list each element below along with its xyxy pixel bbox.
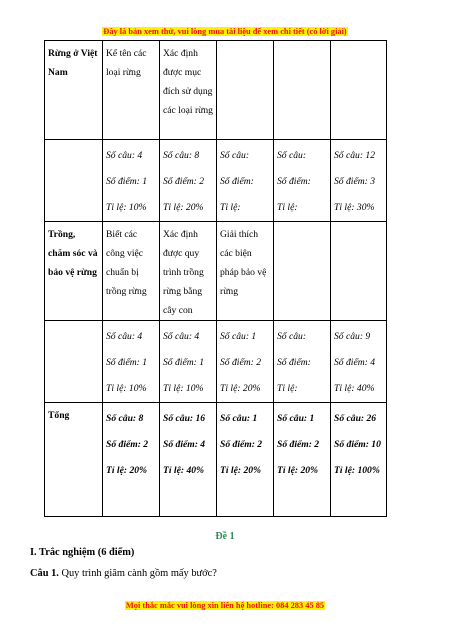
empty-cell <box>45 321 103 403</box>
question-label: Câu 1. <box>30 568 59 579</box>
stats-cell <box>331 403 387 517</box>
question-count: Số câu: 1 <box>220 331 257 342</box>
stats-cell <box>217 321 274 403</box>
score: Số điểm: <box>220 176 254 187</box>
question-count: Số câu: 9 <box>334 331 371 342</box>
question-count: Số câu: 1 <box>277 413 315 424</box>
score: Số điểm: 1 <box>106 176 148 187</box>
score: Số điểm: 4 <box>334 357 376 368</box>
topic-cell: Trồng, chăm sóc và bảo vệ rừng <box>45 222 103 321</box>
question-count: Số câu: 8 <box>106 413 144 424</box>
application-cell <box>217 41 274 140</box>
stats-cell <box>331 321 387 403</box>
total-label: Tổng <box>45 403 103 517</box>
question-count: Số câu: 4 <box>106 331 143 342</box>
stats-cell <box>160 321 217 403</box>
ratio: Tỉ lệ: 100% <box>334 465 380 476</box>
exam-title: Đề 1 <box>215 531 235 542</box>
ratio: Tỉ lệ: 20% <box>220 465 262 476</box>
empty-cell <box>45 140 103 222</box>
question-count: Số câu: <box>277 331 307 342</box>
ratio: Tỉ lệ: 20% <box>220 383 261 394</box>
question-count: Số câu: <box>220 150 250 161</box>
preview-banner <box>0 27 450 36</box>
hotline-banner-text: Mọi thắc mắc vui lòng xin liên hệ hotline: 084 283 45 85 <box>125 601 325 610</box>
score: Số điểm: 3 <box>334 176 376 187</box>
question-1 <box>30 568 217 579</box>
knowledge-cell: Biết các công việc chuẩn bị trồng rừng <box>103 222 160 321</box>
knowledge-cell: Kể tên các loại rừng <box>103 41 160 140</box>
table-row-total <box>45 403 387 517</box>
score: Số điểm: 1 <box>106 357 148 368</box>
table-row-topic-1 <box>45 41 387 140</box>
question-count: Số câu: 26 <box>334 413 377 424</box>
ratio: Tỉ lệ: 30% <box>334 202 375 213</box>
stats-cell <box>274 140 331 222</box>
stats-cell <box>160 140 217 222</box>
ratio: Tỉ lệ: 20% <box>163 202 204 213</box>
score: Số điểm: <box>277 357 311 368</box>
question-count: Số câu: <box>277 150 307 161</box>
stats-cell <box>274 403 331 517</box>
row-total-cell <box>331 41 387 140</box>
score: Số điểm: 2 <box>106 439 149 450</box>
ratio: Tỉ lệ: 40% <box>163 465 205 476</box>
stats-cell <box>103 403 160 517</box>
ratio: Tỉ lệ: <box>277 202 298 213</box>
stats-cell <box>160 403 217 517</box>
application-cell: Giải thích các biện pháp bảo vệ rừng <box>217 222 274 321</box>
table-row-topic-2 <box>45 222 387 321</box>
question-count: Số câu: 4 <box>163 331 200 342</box>
high-application-cell <box>274 222 331 321</box>
score: Số điểm: 10 <box>334 439 381 450</box>
question-count: Số câu: 1 <box>220 413 258 424</box>
ratio: Tỉ lệ: 10% <box>106 383 147 394</box>
stats-cell <box>103 321 160 403</box>
ratio: Tỉ lệ: <box>220 202 241 213</box>
comprehension-cell: Xác định được quy trình trồng rừng bằng cây con <box>160 222 217 321</box>
stats-cell <box>217 403 274 517</box>
comprehension-cell: Xác định được mục đích sử dụng các loại rừng <box>160 41 217 140</box>
score: Số điểm: <box>277 176 311 187</box>
score: Số điểm: 2 <box>163 176 205 187</box>
table-row-stats-2 <box>45 321 387 403</box>
stats-cell <box>331 140 387 222</box>
table-row-stats-1 <box>45 140 387 222</box>
ratio: Tỉ lệ: 20% <box>277 465 319 476</box>
high-application-cell <box>274 41 331 140</box>
score: Số điểm: 2 <box>277 439 320 450</box>
question-count: Số câu: 16 <box>163 413 206 424</box>
row-total-cell <box>331 222 387 321</box>
score: Số điểm: 2 <box>220 439 263 450</box>
preview-banner-text: Đây là bản xem thử, vui lòng mua tài liệu để xem chi tiết (có lời giải) <box>103 27 347 36</box>
ratio: Tỉ lệ: 20% <box>106 465 148 476</box>
question-count: Số câu: 8 <box>163 150 200 161</box>
topic-cell: Rừng ở Việt Nam <box>45 41 103 140</box>
ratio: Tỉ lệ: 10% <box>106 202 147 213</box>
score: Số điểm: 2 <box>220 357 262 368</box>
hotline-banner <box>0 601 450 610</box>
ratio: Tỉ lệ: 40% <box>334 383 375 394</box>
ratio: Tỉ lệ: 10% <box>163 383 204 394</box>
question-text: Quy trình giâm cành gồm mấy bước? <box>58 568 217 579</box>
exam-matrix-table <box>44 40 387 517</box>
stats-cell <box>103 140 160 222</box>
score: Số điểm: 4 <box>163 439 206 450</box>
section-title: I. Trắc nghiệm (6 điểm) <box>30 547 135 558</box>
question-count: Số câu: 4 <box>106 150 143 161</box>
stats-cell <box>217 140 274 222</box>
ratio: Tỉ lệ: <box>277 383 298 394</box>
score: Số điểm: 1 <box>163 357 205 368</box>
question-count: Số câu: 12 <box>334 150 376 161</box>
stats-cell <box>274 321 331 403</box>
